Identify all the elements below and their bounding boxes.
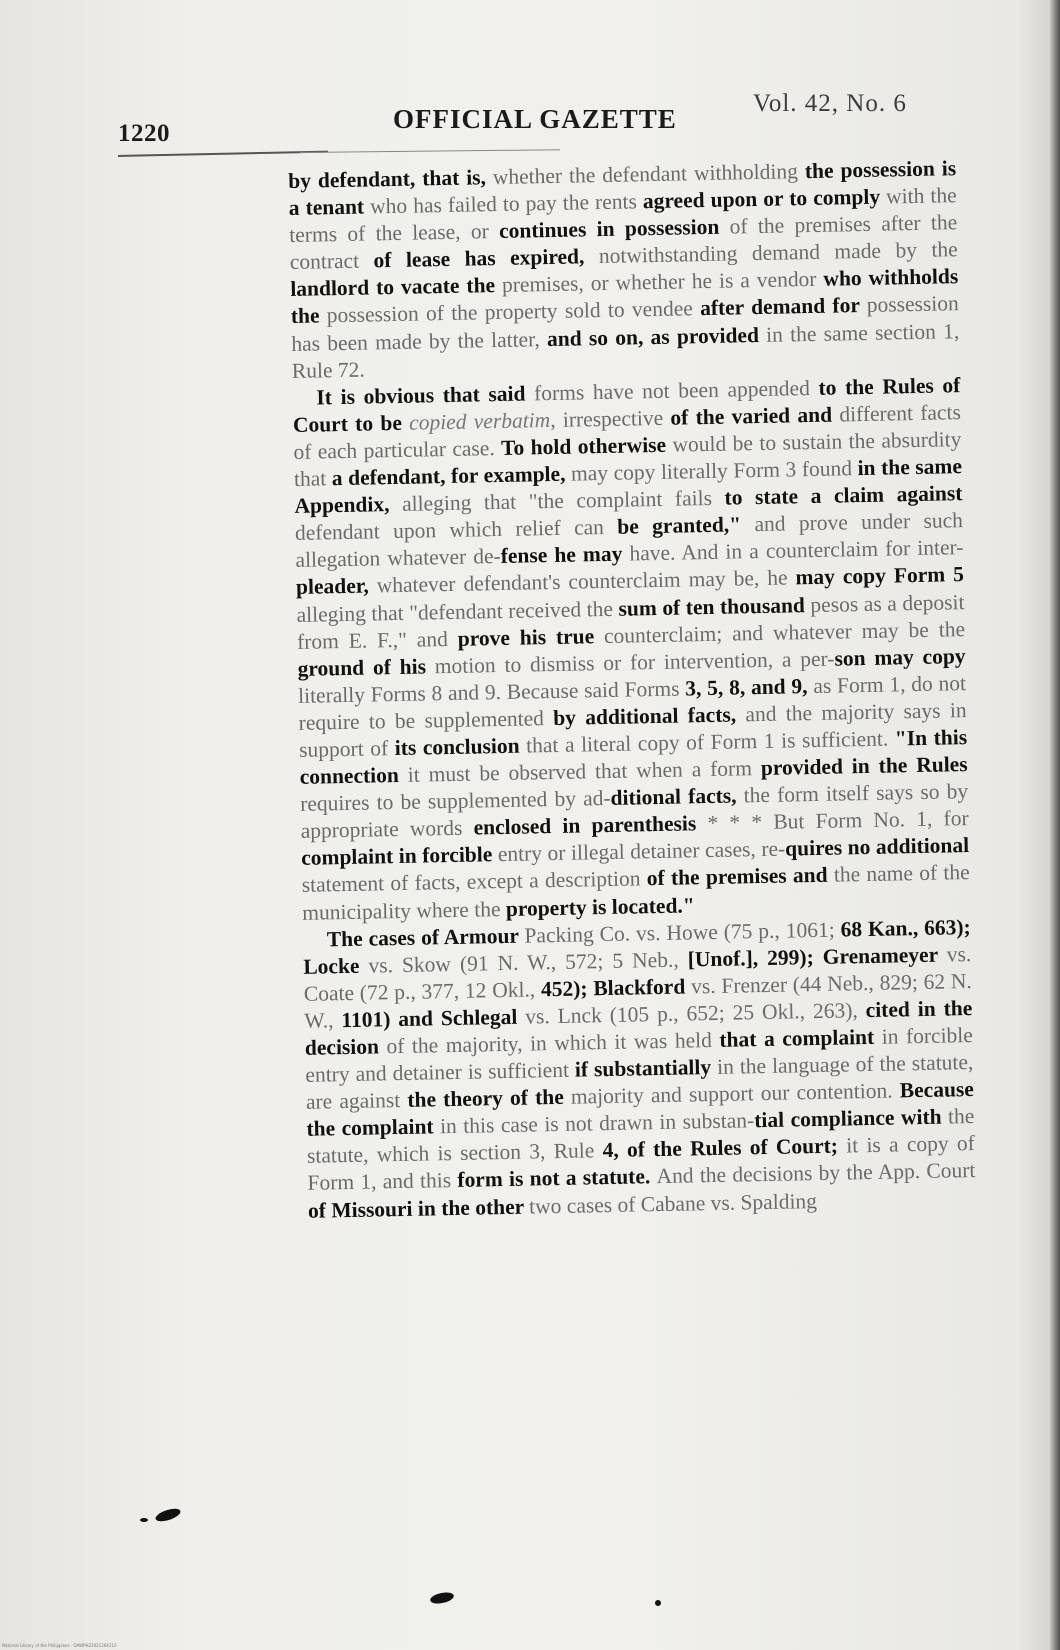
faint-text-run: two cases of Cabane vs. Spalding — [528, 1188, 818, 1219]
bold-text-run: of the premises and — [646, 863, 835, 891]
faint-text-run: as Form 1, do not require to be supplemented — [298, 670, 967, 735]
faint-text-run: have. And in a counterclaim for inter- — [629, 535, 964, 566]
faint-text-run: would be to sustain the absurdity that — [293, 427, 962, 491]
faint-text-run: in the language of the statute, are against — [305, 1050, 974, 1115]
bold-text-run: son may copy — [834, 643, 966, 671]
bold-text-run: of lease has expired, — [373, 244, 600, 273]
faint-text-run: it is a copy of Form 1, and this — [307, 1131, 976, 1196]
faint-text-run: alleging that "the complaint fails — [401, 486, 713, 516]
italic-text-run: copied verbatim — [408, 407, 551, 435]
faint-text-run: whatever defendant's counterclaim may be, he — [376, 565, 788, 598]
faint-text-run: counterclaim; and whatever may be the — [603, 616, 966, 648]
ink-speck — [655, 1600, 661, 1606]
faint-text-run: in this case is not drawn in substan- — [439, 1108, 755, 1139]
faint-text-run: defendant upon which relief can — [294, 515, 605, 546]
bold-text-run: 3, 5, 8, and 9, — [685, 673, 814, 701]
paragraph — [288, 155, 960, 385]
faint-text-run: who has failed to pay the rents — [369, 189, 638, 219]
bold-text-run: The cases of Armour — [326, 923, 525, 952]
bold-text-run: provided in the Rules — [760, 752, 968, 781]
article-body — [288, 155, 976, 1224]
bold-text-run: to state a claim against — [724, 481, 963, 510]
faint-text-run: And the decisions by the App. Court — [656, 1158, 976, 1189]
running-header — [118, 90, 948, 150]
faint-text-run: literally Forms 8 and 9. Because said Forms — [297, 676, 680, 708]
bold-text-run: continues in possession — [498, 214, 730, 244]
faint-text-run: possession has been made by the latter, — [291, 291, 959, 356]
bold-text-run: its conclusion — [394, 733, 527, 761]
bold-text-run: 68 Kan., 663); Locke — [303, 914, 971, 979]
faint-text-run: of the majority, in which it was held — [386, 1028, 713, 1059]
bold-text-run: complaint in forcible — [301, 842, 499, 871]
page-number: 1220 — [118, 120, 170, 147]
faint-text-run: vs. Coate (72 p., 377, 12 Okl., — [303, 941, 972, 1006]
bold-text-run: fense he may — [500, 541, 630, 569]
bold-text-run: may copy Form 5 — [795, 562, 965, 590]
faint-text-run: and the majority says in support of — [298, 697, 967, 762]
bold-text-run: after demand for — [699, 293, 868, 321]
faint-text-run: alleging that "defendant received the — [296, 596, 614, 627]
bold-text-run: 1101) and Schlegal — [341, 1004, 526, 1033]
bold-text-run: cited in the decision — [304, 995, 973, 1060]
bold-text-run: of Missouri in the other — [307, 1194, 530, 1223]
faint-text-run: the statute, which is section 3, Rule — [306, 1104, 975, 1169]
faint-text-run: of the premises after the contract — [289, 210, 958, 275]
faint-text-run: with the terms of the lease, or — [289, 183, 957, 248]
bold-text-run: and so on, as provided — [546, 322, 767, 351]
faint-text-run: Packing Co. vs. Howe (75 p., 1061; — [524, 917, 835, 948]
faint-text-run: majority and support our contention. — [570, 1078, 893, 1109]
bold-text-run: To hold otherwise — [500, 432, 673, 460]
faint-text-run: the form itself says so by appropriate words — [300, 779, 969, 844]
bold-text-run: quires no additional — [784, 833, 970, 861]
bold-text-run: [Unof.], 299); Grenameyer — [687, 942, 947, 972]
bold-text-run: by additional facts, — [552, 702, 746, 730]
bold-text-run: sum of ten thousand — [618, 592, 811, 621]
faint-text-run: requires to be supplemented by ad- — [299, 786, 611, 817]
faint-text-run: whether the defendant withholding — [492, 159, 799, 190]
bold-text-run: landlord to vacate the — [290, 273, 503, 302]
page-edge-shadow — [1050, 0, 1060, 1650]
bold-text-run: 452); Blackford — [540, 974, 692, 1002]
publication-title: OFFICIAL GAZETTE — [393, 104, 677, 134]
bold-text-run: pleader, — [295, 573, 377, 600]
faint-text-run: pesos as a deposit from E. F.," and — [296, 589, 965, 654]
faint-text-run: entry or illegal detainer cases, re- — [497, 836, 786, 867]
paragraph — [292, 372, 970, 927]
faint-text-run: in the same section 1, Rule 72. — [291, 318, 960, 383]
faint-text-run: different facts of each particular case. — [293, 399, 962, 464]
bold-text-run: who withholds the — [290, 264, 959, 329]
bold-text-run: property is located." — [505, 892, 695, 921]
bold-text-run: ground of his — [297, 653, 435, 681]
faint-text-run: may copy literally Form 3 found — [570, 456, 853, 486]
bold-text-run: to the Rules of Court to be — [292, 372, 961, 437]
faint-text-run: premises, or whether he is a vendor — [501, 267, 817, 298]
faint-text-run: vs. Lnck (105 p., 652; 25 Okl., 263), — [524, 998, 858, 1029]
faint-text-run: , irrespective — [549, 405, 664, 432]
faint-text-run: notwithstanding demand made by the — [598, 237, 958, 269]
bold-text-run: Because the complaint — [306, 1077, 975, 1142]
bold-text-run: agreed upon or to comply — [642, 184, 887, 214]
faint-text-run: that a literal copy of Form 1 is sufficient. — [525, 726, 889, 758]
bold-text-run: by defendant, that is, — [288, 165, 494, 193]
bold-text-run: in the same Appendix, — [294, 454, 963, 519]
bold-text-run: the possession is a tenant — [288, 156, 957, 221]
bold-text-run: of the varied and — [670, 402, 840, 430]
faint-text-run: motion to dismiss or for intervention, a per- — [434, 646, 835, 678]
bold-text-run: enclosed in parenthesis — [473, 811, 708, 840]
bold-text-run: the theory of the — [407, 1084, 572, 1113]
bold-text-run: if substantially — [574, 1055, 718, 1082]
bold-text-run: form is not a statute. — [457, 1164, 657, 1193]
bold-text-run: ditional facts, — [610, 783, 744, 811]
faint-text-run: * * * But Form No. 1, for — [707, 806, 969, 836]
faint-text-run: possession of the property sold to vendee — [326, 296, 694, 328]
faint-text-run: vs. Skow (91 N. W., 572; 5 Neb., — [368, 947, 679, 978]
ink-speck — [140, 1518, 148, 1522]
bold-text-run: that a complaint — [719, 1024, 882, 1052]
bold-text-run: 4, of the Rules of Court; — [602, 1133, 847, 1163]
faint-text-run: statement of facts, except a description — [301, 866, 641, 898]
paragraph — [303, 914, 977, 1225]
faint-text-run: the name of the municipality where the — [302, 860, 970, 925]
bold-text-run: "In this connection — [299, 725, 968, 789]
bold-text-run: prove his true — [457, 623, 605, 651]
faint-text-run: in forcible entry and detainer is sufficient — [305, 1023, 974, 1087]
bold-text-run: be granted," — [617, 512, 755, 539]
faint-text-run: vs. Frenzer (44 Neb., 829; 62 N. W., — [304, 968, 972, 1033]
bold-text-run: a defendant, for example, — [331, 461, 572, 491]
volume-issue: Vol. 42, No. 6 — [753, 90, 907, 117]
faint-text-run: it must be observed that when a form — [407, 756, 753, 787]
faint-text-run: forms have not been appended — [533, 375, 811, 406]
bold-text-run: It is obvious that said — [316, 381, 535, 410]
scan-credit: National Library of the Philippines · OAWPH22021264210 — [2, 1643, 117, 1648]
faint-text-run: and prove under such allegation whatever de- — [295, 508, 964, 573]
bold-text-run: tial compliance with — [753, 1104, 949, 1133]
